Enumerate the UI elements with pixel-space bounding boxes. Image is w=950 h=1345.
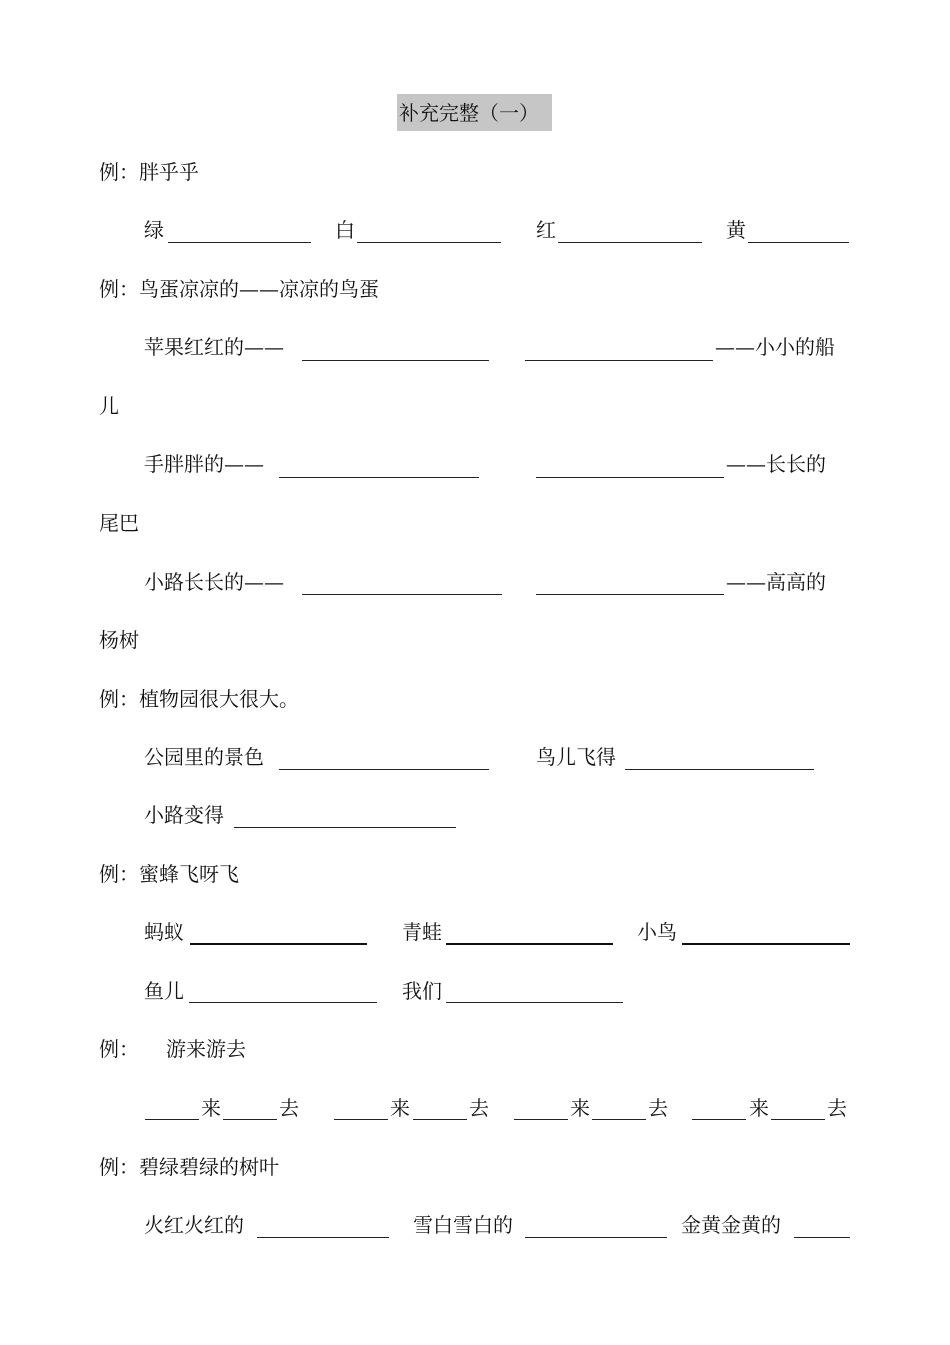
prompt-we: 我们	[402, 979, 442, 1003]
prompt-boat: ——小小的船	[715, 335, 835, 359]
prompt-tail: ——长长的	[726, 452, 826, 476]
blank-qu-3a[interactable]	[592, 1119, 646, 1120]
prompt-snow-white: 雪白雪白的	[413, 1213, 513, 1237]
blank-qu-1a[interactable]	[223, 1119, 277, 1120]
page-title: 补充完整（一）	[399, 101, 539, 125]
example-6: 例：碧绿碧绿的树叶	[99, 1155, 279, 1179]
example-3: 例：植物园很大很大。	[99, 687, 299, 711]
prompt-tail-wrap: 尾巴	[99, 511, 139, 535]
lai-1: 来	[201, 1096, 221, 1120]
blank-road-become[interactable]	[234, 827, 456, 828]
prompt-golden: 金黄金黄的	[681, 1213, 781, 1237]
prompt-tree: ——高高的	[726, 570, 826, 594]
prompt-fire-red: 火红火红的	[144, 1213, 244, 1237]
lai-3: 来	[570, 1096, 590, 1120]
blank-bai[interactable]	[357, 242, 501, 243]
example-2: 例：鸟蛋凉凉的——凉凉的鸟蛋	[99, 277, 379, 301]
blank-lai-4a[interactable]	[692, 1119, 746, 1120]
prompt-road: 小路长长的——	[144, 570, 284, 594]
blank-lai-3a[interactable]	[514, 1119, 568, 1120]
blank-frog[interactable]	[446, 943, 613, 945]
prompt-park: 公园里的景色	[144, 745, 264, 769]
blank-huang[interactable]	[748, 242, 849, 243]
prompt-small-bird: 小鸟	[637, 920, 677, 944]
prompt-apple: 苹果红红的——	[144, 335, 284, 359]
qu-3: 去	[648, 1096, 668, 1120]
blank-tail[interactable]	[536, 477, 724, 478]
blank-qu-4a[interactable]	[771, 1119, 825, 1120]
lai-4: 来	[749, 1096, 769, 1120]
prompt-road-become: 小路变得	[144, 803, 224, 827]
blank-hong[interactable]	[558, 242, 702, 243]
prompt-lv: 绿	[144, 218, 164, 242]
blank-small-bird[interactable]	[682, 943, 850, 945]
blank-park[interactable]	[279, 769, 489, 770]
prompt-ant: 蚂蚁	[144, 920, 184, 944]
qu-4: 去	[827, 1096, 847, 1120]
prompt-bai: 白	[335, 218, 355, 242]
blank-we[interactable]	[446, 1002, 623, 1003]
prompt-bird-fly: 鸟儿飞得	[536, 745, 616, 769]
blank-fire-red[interactable]	[257, 1237, 389, 1238]
blank-lai-2a[interactable]	[334, 1119, 388, 1120]
blank-hand[interactable]	[279, 477, 479, 478]
prompt-fish: 鱼儿	[144, 979, 184, 1003]
blank-road[interactable]	[302, 594, 502, 595]
blank-tree[interactable]	[536, 594, 724, 595]
example-5-label: 例：	[99, 1037, 139, 1061]
blank-lv[interactable]	[168, 242, 311, 243]
lai-2: 来	[390, 1096, 410, 1120]
blank-snow-white[interactable]	[525, 1237, 667, 1238]
prompt-hand: 手胖胖的——	[144, 452, 264, 476]
example-1: 例：胖乎乎	[99, 160, 199, 184]
qu-2: 去	[469, 1096, 489, 1120]
prompt-tree-wrap: 杨树	[99, 628, 139, 652]
blank-lai-1a[interactable]	[145, 1119, 199, 1120]
blank-fish[interactable]	[189, 1002, 377, 1003]
prompt-boat-wrap: 儿	[99, 394, 119, 418]
blank-boat[interactable]	[525, 360, 713, 361]
blank-qu-2a[interactable]	[413, 1119, 467, 1120]
blank-golden[interactable]	[794, 1237, 850, 1238]
example-4: 例：蜜蜂飞呀飞	[99, 862, 239, 886]
example-5-word: 游来游去	[166, 1037, 246, 1061]
prompt-frog: 青蛙	[402, 920, 442, 944]
blank-ant[interactable]	[190, 943, 367, 945]
prompt-hong: 红	[536, 218, 556, 242]
blank-apple[interactable]	[302, 360, 489, 361]
prompt-huang: 黄	[726, 218, 746, 242]
qu-1: 去	[279, 1096, 299, 1120]
blank-bird-fly[interactable]	[625, 769, 814, 770]
